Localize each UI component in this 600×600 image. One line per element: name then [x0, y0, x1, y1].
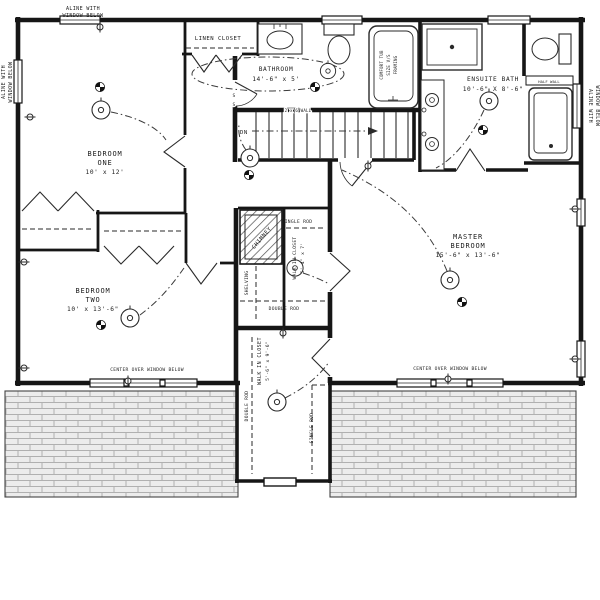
label-double-rod-lower: DOUBLE ROD [245, 390, 250, 422]
stair-direction-arrowhead [368, 127, 378, 135]
ceiling-light-bedroom-two [121, 306, 139, 328]
labels [1, 6, 600, 443]
label-double-rod-mid: DOUBLE ROD [268, 307, 300, 312]
window-top-ensuite [488, 16, 530, 24]
stair-treads [256, 112, 408, 158]
ceiling-light-master [441, 268, 459, 290]
ceiling-light-bedroom-one [92, 98, 110, 120]
annotation-align-right-line2: WINDOW BELOW [594, 85, 600, 127]
ceiling-light-closet-lower [268, 390, 286, 412]
window-left-bedroom-one [14, 60, 22, 103]
label-comfort-tub-line3: FRAMING [393, 55, 398, 75]
switch-symbol-hall-2: S [232, 103, 236, 108]
annotation-half-wall: HALF WALL [538, 79, 560, 84]
ensuite-shower [422, 24, 482, 70]
annotation-down: DN [240, 130, 248, 136]
brick-area-left [5, 391, 238, 497]
switch-arc-closet-lower [285, 362, 329, 398]
windows [14, 16, 585, 387]
wall-fixture-left-bedroom-one [25, 114, 36, 120]
room-label-linen-closet: LINEN CLOSET [194, 36, 242, 42]
annotation-align-top-line2: WINDOW BELOW [62, 13, 104, 19]
bedroom-one-door [164, 136, 185, 167]
exterior-walls [15, 17, 585, 386]
dim-walk-in-closet-mid: 5'-4" x 7' [301, 242, 306, 274]
bedroom-one-closet-bifold-door [22, 192, 94, 211]
smoke-detector-master [457, 297, 466, 306]
label-single-rod-mid: SINGLE ROD [281, 220, 313, 225]
closet-vent [264, 478, 296, 486]
wall-fixture-master-entry [365, 161, 371, 172]
walk-in-closet-lower-door [312, 339, 330, 376]
bathroom-toilet [324, 24, 354, 64]
room-label-walk-in-closet-mid: WALK IN CLOSET [293, 236, 298, 280]
label-comfort-tub-line1: COMFORT TUB [379, 50, 384, 80]
room-label-bedroom-two-line2: TWO [85, 296, 101, 304]
staircase [252, 112, 408, 158]
ensuite-door [456, 149, 485, 171]
window-right-tub-niche [573, 84, 581, 128]
room-label-master-line2: BEDROOM [450, 242, 486, 250]
ensuite-toilet [532, 34, 571, 64]
brick-area-right [330, 391, 576, 497]
smoke-detector-bedroom-two [96, 320, 105, 329]
room-label-chimney: CHIMNEY [251, 226, 274, 251]
ensuite-tub [529, 88, 572, 160]
smoke-detector-bathroom [310, 82, 319, 91]
smoke-detector-ensuite [478, 125, 487, 134]
switch-arc-bedroom-two [140, 268, 184, 315]
dim-bedroom-one: 10' x 12' [85, 169, 125, 176]
switch-arc-closet-mid [303, 273, 329, 284]
annotation-center-over-window-left: CENTER OVER WINDOW BELOW [110, 368, 184, 373]
smoke-detector-bedroom-one [95, 82, 104, 91]
switch-arc-bedroom-one [111, 112, 166, 140]
smoke-detector-stairs [244, 170, 253, 179]
annotation-center-over-window-right: CENTER OVER WINDOW BELOW [413, 367, 487, 372]
room-label-walk-in-closet-lower: WALK IN CLOSET [257, 337, 263, 385]
room-label-bedroom-one-line2: ONE [97, 159, 113, 167]
bathroom-door [235, 82, 257, 106]
dim-bathroom: 14'-6" x 5' [252, 76, 300, 83]
dim-walk-in-closet-lower: 5'-6" x 9'-6" [266, 341, 271, 381]
annotation-align-left-line2: WINDOW BELOW [8, 61, 14, 103]
switch-symbol-hall-1: S [232, 94, 236, 99]
room-label-bedroom-two-line1: BEDROOM [75, 287, 111, 295]
window-right-master-upper [577, 199, 585, 226]
label-single-rod-lower: SINGLE ROD [310, 412, 315, 444]
annotation-2x6-wall: 2 x 6 WALL [284, 108, 312, 113]
room-label-ensuite: ENSUITE BATH [467, 76, 519, 83]
room-label-master-line1: MASTER [452, 233, 484, 241]
ensuite-double-vanity [421, 80, 444, 170]
dim-bedroom-two: 10' x 13'-6" [67, 306, 119, 313]
ceiling-fan-bathroom [320, 60, 335, 78]
annotation-align-left-line1: ALINE WITH [1, 64, 7, 100]
dim-ensuite: 10'-6" X 8'-6" [462, 86, 524, 93]
dim-master: 15'-6" x 13'-6" [435, 252, 501, 259]
annotation-align-top-line1: ALINE WITH [65, 6, 101, 12]
window-top-bathroom [322, 16, 362, 24]
window-bottom-bedroom-two [90, 379, 197, 387]
label-comfort-tub-line2: SIZE V/S [386, 54, 391, 76]
room-label-shelving: SHELVING [245, 270, 250, 296]
bathroom-vanity-sink [258, 24, 302, 54]
room-label-bedroom-one-line1: BEDROOM [87, 150, 123, 158]
walk-in-closet-mid-door [330, 253, 350, 291]
bedroom-two-closet-bifold-door [104, 246, 174, 264]
annotation-align-right-line1: ALINE WITH [587, 88, 593, 124]
bedroom-two-door [186, 263, 217, 284]
switch-arc-master [342, 170, 447, 271]
switch-arc-stairs [239, 125, 246, 150]
room-label-bathroom: BATHROOM [258, 66, 294, 73]
